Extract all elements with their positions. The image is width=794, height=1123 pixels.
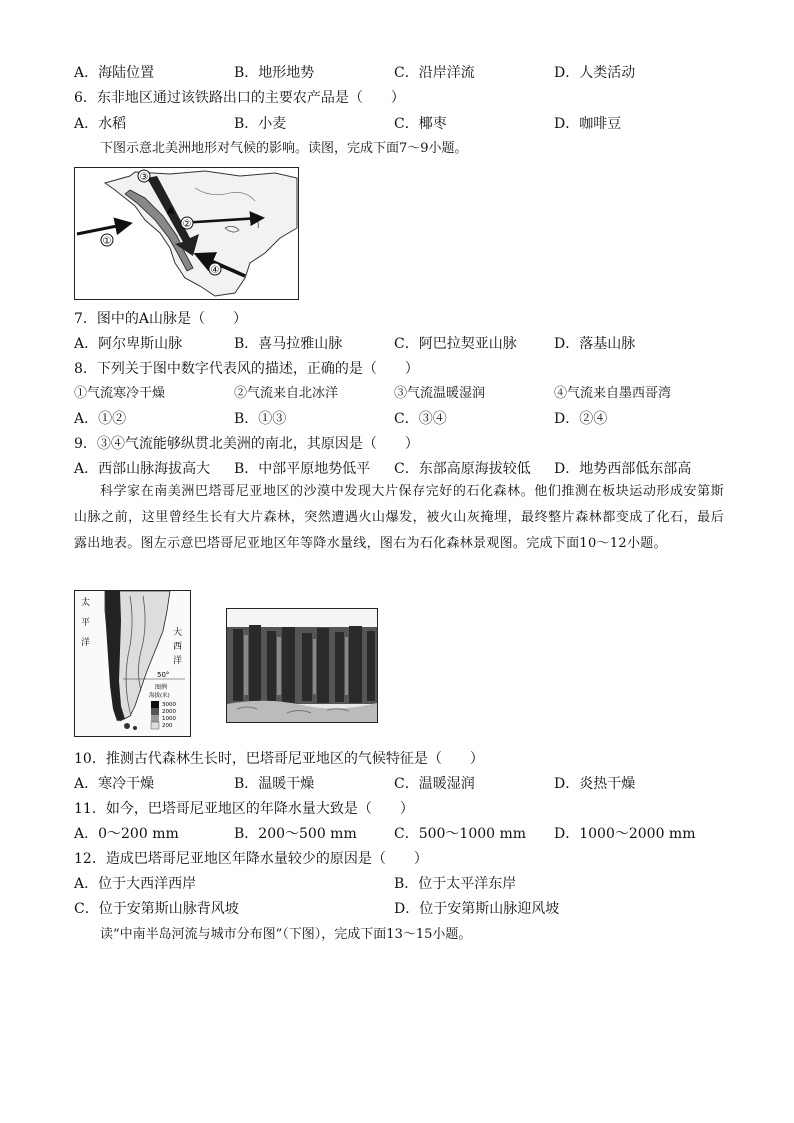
q11-option-a[interactable]: A．0～200 mm (74, 826, 179, 842)
q8-stem: 8．下列关于图中数字代表风的描述，正确的是（ ） (74, 361, 419, 377)
q12-option-a[interactable]: A．位于大西洋西岸 (74, 876, 197, 892)
q7-options (74, 335, 724, 353)
arrow-1-icon (77, 224, 127, 234)
q7-option-d[interactable]: D．落基山脉 (554, 336, 636, 352)
q6-option-b[interactable]: B．小麦 (234, 116, 287, 132)
q9-option-c[interactable]: C．东部高原海拔较低 (394, 461, 531, 477)
q6-stem: 6．东非地区通过该铁路出口的主要农产品是（ ） (74, 90, 405, 106)
q8-option-a[interactable]: A．①② (74, 411, 127, 427)
q8-statements (74, 385, 724, 403)
q5-options (74, 64, 724, 82)
patagonia-map (74, 590, 191, 737)
q6-options (74, 115, 724, 133)
map2-legend-value-4: 200 (162, 723, 173, 729)
q12-options-row1 (74, 875, 724, 893)
patagonia-map-svg (75, 591, 190, 736)
q6-option-a[interactable]: A．水稻 (74, 116, 127, 132)
map2-atlantic-2: 西 (173, 642, 183, 652)
q12-options-row2 (74, 900, 724, 918)
q7-option-b[interactable]: B．喜马拉雅山脉 (234, 336, 343, 352)
q10-option-c[interactable]: C．温暖湿润 (394, 776, 475, 792)
q10-options (74, 775, 724, 793)
q12-option-b[interactable]: B．位于太平洋东岸 (394, 876, 517, 892)
q9-option-b[interactable]: B．中部平原地势低平 (234, 461, 371, 477)
map2-legend-value-2: 2000 (162, 709, 176, 715)
q11-stem: 11．如今，巴塔哥尼亚地区的年降水量大致是（ ） (74, 801, 414, 817)
petrified-forest-photo (226, 608, 378, 723)
q10-stem: 10．推测古代森林生长时，巴塔哥尼亚地区的气候特征是（ ） (74, 751, 484, 767)
q5-option-d[interactable]: D．人类活动 (554, 65, 636, 81)
q10-option-a[interactable]: A．寒冷干燥 (74, 776, 155, 792)
map1-label-3: ③ (139, 172, 149, 183)
q8-option-c[interactable]: C．③④ (394, 411, 447, 427)
q8-options (74, 410, 724, 428)
q11-options (74, 825, 724, 843)
map2-legend-title: 图例 (155, 684, 168, 691)
q9-stem: 9．③④气流能够纵贯北美洲的南北，其原因是（ ） (74, 436, 419, 452)
map2-pacific-3: 洋 (81, 638, 91, 648)
q9-option-a[interactable]: A．西部山脉海拔高大 (74, 461, 211, 477)
map2-legend-value-1: 3000 (162, 702, 176, 708)
q10-option-d[interactable]: D．炎热干燥 (554, 776, 636, 792)
q7-option-a[interactable]: A．阿尔卑斯山脉 (74, 336, 183, 352)
petrified-forest-photo-svg (227, 609, 377, 722)
map2-legend-value-3: 1000 (162, 716, 176, 722)
q12-stem: 12．造成巴塔哥尼亚地区年降水量较少的原因是（ ） (74, 851, 428, 867)
q9-options (74, 460, 724, 478)
north-america-map (74, 167, 299, 300)
q8-option-d[interactable]: D．②④ (554, 411, 608, 427)
map1-label-2: ② (182, 219, 192, 230)
passage-10-12: 科学家在南美洲巴塔哥尼亚地区的沙漠中发现大片保存完好的石化森林。他们推测在板块运动形成安第斯山脉之前，这里曾经生长有大片森林，突然遭遇火山爆发，被火山灰掩埋，最终整片森林都变成了化石，最后露出地表。图左示意巴塔哥尼亚地区年等降水量线，图右为石化森林景观图。完成下面10～12小题。 (74, 484, 724, 551)
q6-option-d[interactable]: D．咖啡豆 (554, 116, 622, 132)
q6-option-c[interactable]: C．椰枣 (394, 116, 447, 132)
q11-option-c[interactable]: C．500～1000 mm (394, 826, 527, 842)
q8-statement-4: ④气流来自墨西哥湾 (554, 386, 672, 401)
map2-atlantic-1: 大 (173, 628, 183, 638)
map1-label-1: ① (102, 236, 112, 247)
q7-stem: 7．图中的A山脉是（ ） (74, 311, 248, 327)
q12-option-d[interactable]: D．位于安第斯山脉迎风坡 (394, 901, 560, 917)
q11-option-b[interactable]: B．200～500 mm (234, 826, 357, 842)
q5-option-c[interactable]: C．沿岸洋流 (394, 65, 475, 81)
q8-statement-3: ③气流温暖湿润 (394, 386, 486, 401)
q8-statement-2: ②气流来自北冰洋 (234, 386, 339, 401)
q11-option-d[interactable]: D．1000～2000 mm (554, 826, 696, 842)
q5-option-a[interactable]: A．海陆位置 (74, 65, 155, 81)
map2-atlantic-3: 洋 (173, 656, 183, 666)
intro-7-9: 下图示意北美洲地形对气候的影响。读图，完成下面7～9小题。 (100, 141, 468, 156)
map1-label-4: ④ (210, 265, 220, 276)
q9-option-d[interactable]: D．地势西部低东部高 (554, 461, 692, 477)
q8-statement-1: ①气流寒冷干燥 (74, 386, 166, 401)
map2-legend-sub: 海拔(米) (149, 693, 170, 699)
q7-option-c[interactable]: C．阿巴拉契亚山脉 (394, 336, 517, 352)
north-america-map-svg (75, 168, 298, 299)
map2-pacific-1: 太 (81, 598, 91, 608)
map2-latitude: 50° (157, 671, 170, 679)
map2-pacific-2: 平 (81, 618, 91, 628)
map1-label-a: A (167, 207, 174, 217)
q5-option-b[interactable]: B．地形地势 (234, 65, 315, 81)
q10-option-b[interactable]: B．温暖干燥 (234, 776, 315, 792)
q8-option-b[interactable]: B．①③ (234, 411, 287, 427)
q12-option-c[interactable]: C．位于安第斯山脉背风坡 (74, 901, 239, 917)
intro-13-15: 读“中南半岛河流与城市分布图”（下图），完成下面13～15小题。 (100, 927, 472, 942)
